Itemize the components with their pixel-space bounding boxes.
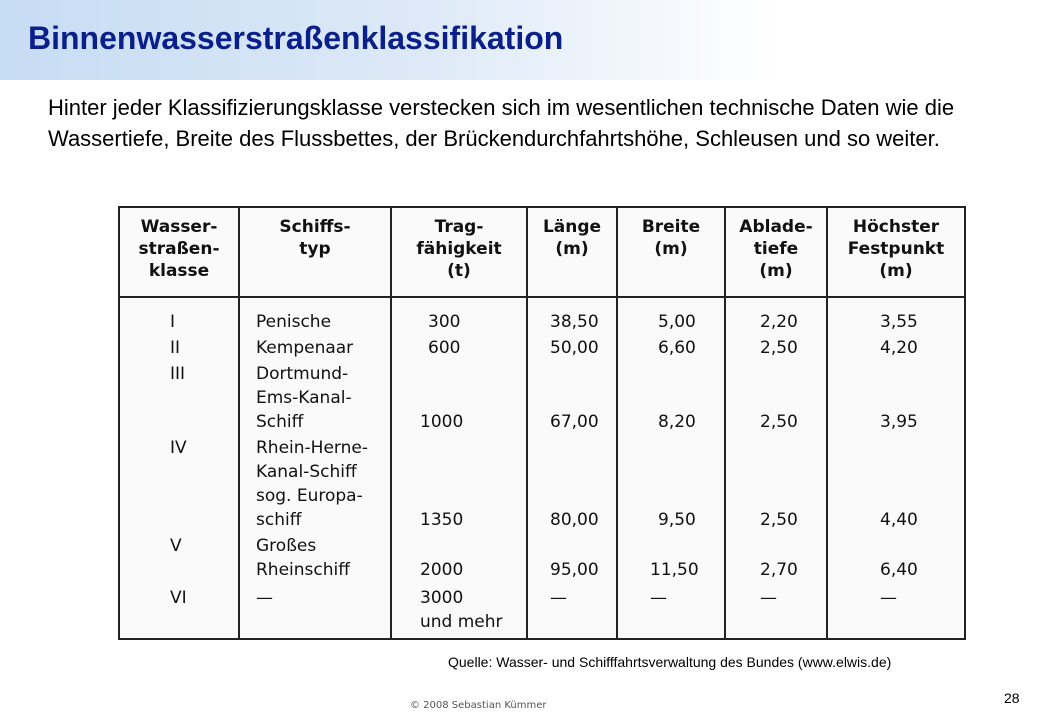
cell-tiefe: — — [760, 588, 777, 608]
cell-tiefe: 2,50 — [760, 510, 798, 530]
header-festpunkt: Höchster Festpunkt (m) — [847, 217, 945, 281]
column-divider — [238, 208, 240, 638]
cell-breite: 8,20 — [658, 412, 696, 432]
cell-laenge: 67,00 — [550, 412, 599, 432]
cell-breite: — — [650, 588, 667, 608]
header-breite: Breite (m) — [641, 217, 701, 259]
copyright-note: © 2008 Sebastian Kümmer — [410, 700, 547, 711]
header-abladetiefe: Ablade- tiefe (m) — [739, 217, 813, 281]
cell-tiefe: 2,50 — [760, 412, 798, 432]
cell-klasse: I — [170, 312, 176, 332]
column-divider — [526, 208, 528, 638]
cell-laenge: 38,50 — [550, 312, 599, 332]
cell-trag: 3000 und mehr — [420, 588, 503, 632]
cell-trag: 600 — [428, 338, 461, 358]
cell-festpunkt: 3,95 — [880, 412, 918, 432]
cell-klasse: V — [170, 536, 182, 556]
page-number: 28 — [1004, 690, 1020, 706]
cell-typ: Kempenaar — [256, 338, 354, 358]
cell-tiefe: 2,20 — [760, 312, 798, 332]
cell-typ: Rhein-Herne- Kanal-Schiff sog. Europa- schiff — [256, 438, 368, 530]
cell-trag: 1000 — [420, 412, 464, 432]
intro-paragraph: Hinter jeder Klassifizierungsklasse verstecken sich im wesentlichen technische Daten wie die Wassertiefe, Breite des Flussbettes, der Brückendurchfahrtshöhe, Schleusen und so weiter. — [48, 95, 955, 151]
cell-breite: 5,00 — [658, 312, 696, 332]
cell-festpunkt: 6,40 — [880, 560, 918, 580]
slide-title: Binnenwasserstraßenklassifikation — [28, 20, 564, 56]
cell-festpunkt: 3,55 — [880, 312, 918, 332]
cell-laenge: 50,00 — [550, 338, 599, 358]
cell-festpunkt: — — [880, 588, 897, 608]
column-divider — [616, 208, 618, 638]
cell-trag: 2000 — [420, 560, 464, 580]
cell-trag: 300 — [428, 312, 461, 332]
cell-typ: Dortmund- Ems-Kanal- Schiff — [256, 364, 352, 432]
cell-breite: 11,50 — [650, 560, 699, 580]
cell-typ: — — [256, 588, 273, 608]
cell-tiefe: 2,70 — [760, 560, 798, 580]
header-laenge: Länge (m) — [542, 217, 602, 259]
header-tragfaehigkeit: Trag- fähigkeit (t) — [416, 217, 502, 281]
classification-table — [118, 206, 966, 640]
cell-laenge: — — [550, 588, 567, 608]
cell-festpunkt: 4,20 — [880, 338, 918, 358]
cell-laenge: 95,00 — [550, 560, 599, 580]
cell-klasse: II — [170, 338, 181, 358]
header-schiffstyp: Schiffs- typ — [279, 217, 351, 259]
cell-typ: Penische — [256, 312, 332, 332]
cell-breite: 9,50 — [658, 510, 696, 530]
cell-festpunkt: 4,40 — [880, 510, 918, 530]
cell-klasse: VI — [170, 588, 187, 608]
cell-trag: 1350 — [420, 510, 464, 530]
cell-laenge: 80,00 — [550, 510, 599, 530]
header-klasse: Wasser- straßen- klasse — [138, 217, 220, 281]
cell-klasse: III — [170, 364, 186, 384]
cell-tiefe: 2,50 — [760, 338, 798, 358]
cell-breite: 6,60 — [658, 338, 696, 358]
source-note: Quelle: Wasser- und Schifffahrtsverwaltung des Bundes (www.elwis.de) — [448, 654, 892, 670]
cell-klasse: IV — [170, 438, 187, 458]
header-divider — [120, 296, 964, 298]
cell-typ: Großes Rheinschiff — [256, 536, 350, 580]
